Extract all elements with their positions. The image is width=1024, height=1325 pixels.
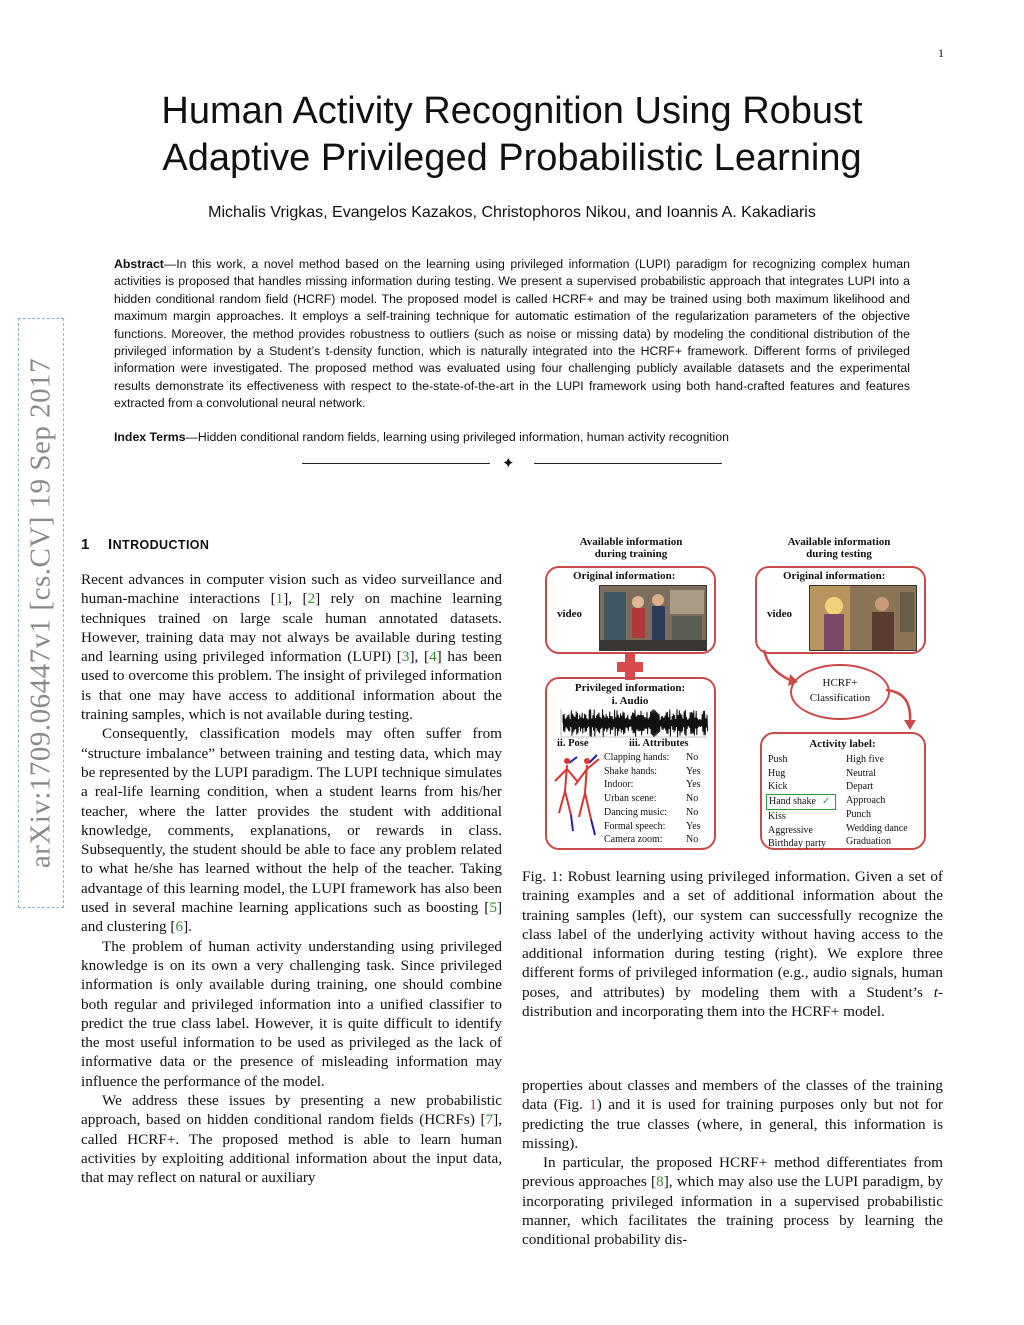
training-title <box>536 536 726 560</box>
figure-1 <box>522 530 943 860</box>
original-info-label: Original information: <box>573 570 676 582</box>
attribute-row <box>604 778 701 792</box>
video-label-test: video <box>767 608 793 620</box>
activity-item: Depart <box>846 781 874 793</box>
classification-label: Classification <box>809 692 871 704</box>
paper-title <box>100 88 924 182</box>
activity-item: High five <box>846 754 885 765</box>
intro-paragraph-1 <box>81 570 502 724</box>
section-heading <box>81 536 209 553</box>
attribute-value: Yes <box>686 779 701 791</box>
citation-link[interactable]: 3 <box>401 648 410 666</box>
attribute-row <box>604 820 701 834</box>
testing-video-frame <box>809 585 917 651</box>
page-number: 1 <box>938 46 944 60</box>
activity-item: Punch <box>846 808 871 820</box>
arrow-to-label <box>882 682 922 734</box>
section-title-first: I <box>108 536 113 553</box>
activities-left-list <box>768 753 834 851</box>
attribute-row <box>604 751 701 765</box>
text-run: ], which may also use the LUPI paradigm, by incorporating privileged information in a supervised probabilistic manner, which facilitates the training process by learning the conditional probability dis- <box>522 1173 943 1249</box>
attributes-label: iii. Attributes <box>629 738 689 749</box>
text-run: In particular, the proposed HCRF+ method differentiates from previous approaches [ <box>522 1154 943 1191</box>
text-run: properties about classes and members of the classes of the training data (Fig. <box>522 1077 943 1114</box>
left-column <box>81 570 502 1188</box>
waveform-path <box>563 709 708 737</box>
hcrf-classifier-cloud <box>790 664 890 720</box>
activity-item: Wedding dance <box>846 822 908 834</box>
pose-skeleton-image <box>551 751 607 841</box>
attribute-value: Yes <box>686 765 701 777</box>
text-run: ) and it is used for training purposes only but not for predicting the true classes (where, in general, this information is missing). <box>522 1096 943 1152</box>
activity-item: Hug <box>768 767 786 779</box>
testing-title-line-2: during testing <box>806 548 872 560</box>
activity-item: Aggressive <box>768 824 813 836</box>
text-run: We address these issues by presenting a new probabilistic approach, based on hidden conditional random fields (HCRFs) [ <box>81 1092 502 1129</box>
right-column <box>522 1076 943 1250</box>
activity-item: Push <box>768 754 788 765</box>
attribute-name: Formal speech: <box>604 820 666 832</box>
training-video-frame <box>599 585 707 651</box>
intro-paragraph-2 <box>81 724 502 936</box>
separator-line-left <box>302 463 490 464</box>
attribute-name: Shake hands: <box>604 765 658 777</box>
activity-label-title: Activity label: <box>809 738 876 750</box>
text-run: Recent advances in computer vision such as video surveillance and human-machine interactions [ <box>81 571 502 608</box>
text-run: ] has been used to overcome this problem. The insight of privileged information is that one may have access to additional information about the training samples, which is not available during testing. <box>81 648 502 724</box>
testing-original-box <box>755 566 926 654</box>
activity-item: Neutral <box>846 767 876 779</box>
activity-item: Hand shake ✓ <box>766 794 836 810</box>
hcrf-label: HCRF+ <box>822 677 858 689</box>
activity-item: Approach <box>846 795 886 807</box>
right-paragraph-2 <box>522 1153 943 1249</box>
abstract-text: —In this work, a novel method based on the learning using privileged information (LUPI) paradigm for recognizing complex human activities is proposed that handles missing information during testing. We present a supervised probabilistic approach that integrates LUPI into a hidden conditional random field (HCRF) model. The proposed model is called HCRF+ and may be trained using both maximum likelihood and maximum margin approaches. It employs a self-training technique for automatic estimation of the regularization parameters of the objective functions. Moreover, the method provides robustness to outliers (such as noise or missing data) by modeling the conditional distribution of the privileged information by a Student’s t-density function, which is naturally integrated into the HCRF+ framework. Different forms of privileged information were investigated. The proposed method was evaluated using four challenging publicly available datasets and the experimental results demonstrate its effectiveness with respect to the-state-of-the-art in the LUPI framework using both hand-crafted features and features extracted from a convolutional neural network. <box>114 257 910 411</box>
attribute-name: Dancing music: <box>604 806 668 818</box>
authors: Michalis Vrigkas, Evangelos Kazakos, Christophoros Nikou, and Ioannis A. Kakadiaris <box>208 204 816 221</box>
citation-link[interactable]: 7 <box>485 1111 494 1129</box>
check-icon: ✓ <box>821 796 831 808</box>
index-terms <box>114 430 910 444</box>
index-terms-text: —Hidden conditional random fields, learning using privileged information, human activity recognition <box>185 430 729 444</box>
text-run: ], called HCRF+. The proposed method is able to learn human activities by exploiting additional information about the input data, that may reflect on natural or auxiliary <box>81 1111 502 1187</box>
attribute-name: Urban scene: <box>604 793 657 805</box>
training-scene-image <box>600 586 706 650</box>
training-title-line-1: Available information <box>579 536 683 548</box>
abstract <box>114 256 910 413</box>
audio-waveform <box>553 707 709 739</box>
citation-link[interactable]: 1 <box>275 590 284 608</box>
caption-text-end: -distribution and incorporating them into the HCRF+ model. <box>522 983 943 1021</box>
abstract-label: Abstract <box>114 257 164 271</box>
intro-paragraph-3: The problem of human activity understanding using privileged knowledge is on its own a very challenging task. Since privileged information is only available during training, one should combine both regular and privileged information into a unified classifier to predict the true class label. However, it is quite difficult to identify the most useful information to be used as privileged as the lack of informative data or the presence of misleading information may influence the performance of the model. <box>81 937 502 1090</box>
attribute-value: Yes <box>686 820 701 832</box>
attribute-row <box>604 792 701 806</box>
separator-symbol: ✦ <box>502 456 515 472</box>
section-title-rest: NTRODUCTION <box>112 538 210 552</box>
text-run: Consequently, classification models may often suffer from “structure imbalance” between training and testing data, which may be represented by the LUPI paradigm. The LUPI technique simulates a real-life learning condition, when a student learns from his/her teacher, where the latter provides the student with additional knowledge, comments, explanations, or rewards in class. Subsequently, the student should be able to face any problem related to what he/she has learned without the help of the teacher. Taking advantage of this learning model, the LUPI framework has also been used in several machine learning applications such as boosting [ <box>81 725 502 917</box>
activity-item: Graduation <box>846 836 891 848</box>
section-number: 1 <box>81 536 90 553</box>
text-run: ] and clustering [ <box>81 899 502 936</box>
testing-title-line-1: Available information <box>787 536 891 548</box>
citation-link[interactable]: 4 <box>429 648 437 666</box>
attributes-table <box>604 751 701 847</box>
activity-item: Kick <box>768 781 788 793</box>
testing-title <box>744 536 934 560</box>
original-info-label-test: Original information: <box>783 570 886 582</box>
caption-italic-t: t <box>933 983 938 1001</box>
attribute-value: No <box>686 806 699 818</box>
title-line-1: Human Activity Recognition Using Robust <box>161 90 863 132</box>
arxiv-id: arXiv:1709.06447v1 [cs.CV] 19 Sep 2017 <box>24 357 57 869</box>
activity-label-box <box>760 732 926 850</box>
right-paragraph-1 <box>522 1076 943 1153</box>
title-line-2: Adaptive Privileged Probabilistic Learning <box>162 137 862 179</box>
text-run: ]. <box>183 918 192 936</box>
caption-text: Fig. 1: Robust learning using privileged information. Given a set of training examples and a set of additional information about the training samples (left), our system can successfully recognize the class label of the underlying activity without having access to the additional information during testing (right). We explore three different forms of privileged information (e.g., audio signals, human poses, and attributes) by modeling them with a Student’s <box>522 868 943 1001</box>
text-run: ], [ <box>409 648 430 666</box>
attribute-row <box>604 833 701 847</box>
citation-link[interactable]: 8 <box>656 1173 664 1191</box>
attribute-row <box>604 806 701 820</box>
citation-link[interactable]: 2 <box>307 590 316 608</box>
figure-link[interactable]: 1 <box>589 1096 597 1114</box>
attribute-value: No <box>686 752 699 763</box>
attribute-value: No <box>686 793 699 805</box>
attribute-value: No <box>686 834 699 846</box>
video-label: video <box>557 608 583 620</box>
index-terms-label: Index Terms <box>114 430 186 444</box>
separator-line-right <box>534 463 722 464</box>
text-run: ], [ <box>283 590 308 608</box>
activity-item: Kiss <box>768 810 786 822</box>
attribute-row <box>604 765 701 779</box>
section-separator <box>302 456 722 472</box>
activity-item: Birthday party <box>768 838 827 850</box>
training-original-box <box>545 566 716 654</box>
audio-label: i. Audio <box>611 695 649 707</box>
citation-link[interactable]: 6 <box>175 918 184 936</box>
attribute-name: Clapping hands: <box>604 752 670 763</box>
training-title-line-2: during training <box>594 548 668 560</box>
attribute-name: Camera zoom: <box>604 834 663 846</box>
activities-right-list <box>846 753 908 849</box>
pose-label: ii. Pose <box>557 738 589 749</box>
privileged-info-box <box>545 677 716 850</box>
intro-paragraph-4 <box>81 1091 502 1187</box>
figure-caption <box>522 867 943 1021</box>
citation-link[interactable]: 5 <box>489 899 497 917</box>
attribute-name: Indoor: <box>604 779 634 791</box>
arxiv-stamp <box>18 318 64 908</box>
text-run: ] rely on machine learning techniques trained on large scale human annotated datasets. However, training data may not always be available during testing and learning using privileged information (LUPI) [ <box>81 590 502 666</box>
testing-scene-image <box>810 586 916 650</box>
privileged-info-label: Privileged information: <box>574 682 686 694</box>
